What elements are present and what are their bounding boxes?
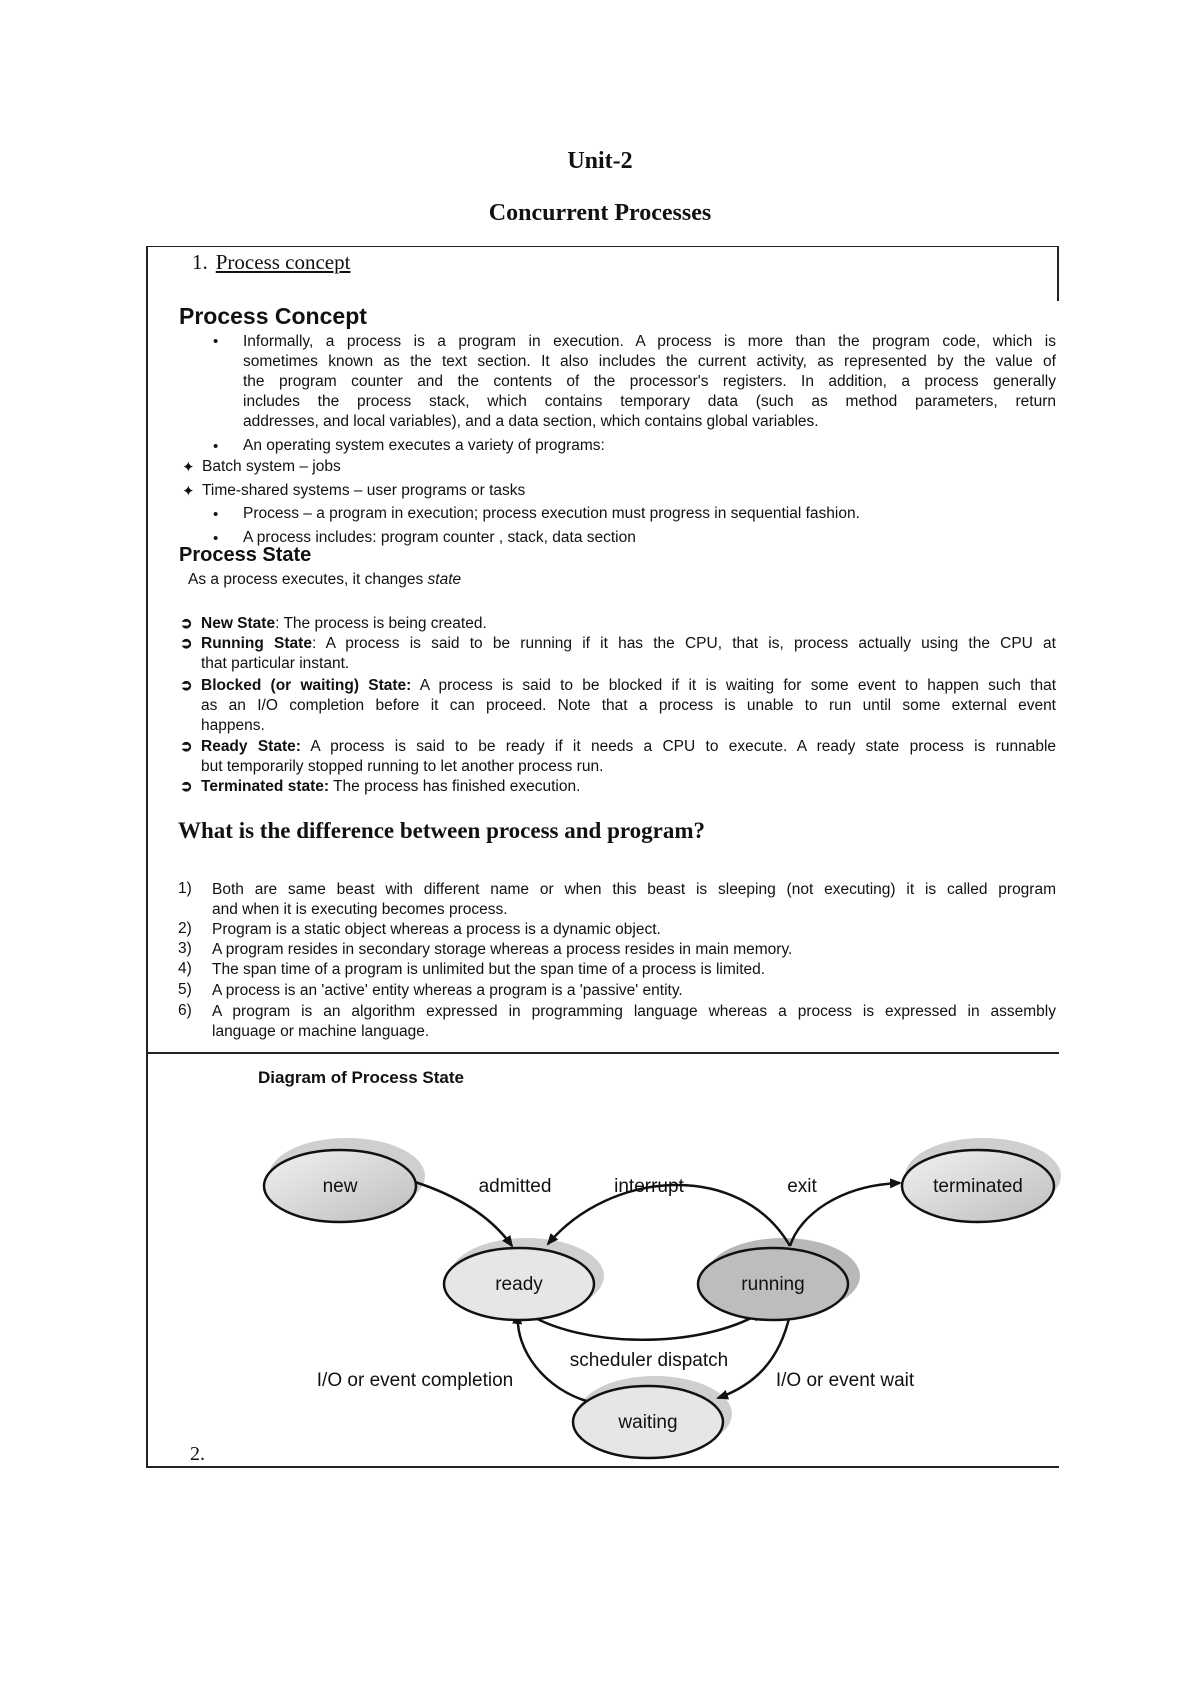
edge-admitted-label: admitted xyxy=(478,1176,552,1197)
difference-item: The span time of a program is unlimited but the span time of a process is limited. xyxy=(212,961,766,978)
bullet-icon: • xyxy=(213,438,219,455)
state-blocked-cont: as an I/O completion before it can proceed. Note that a process is unable to run until some external event xyxy=(201,697,1056,714)
difference-item: A program is an algorithm expressed in programming language whereas a process is expressed in assembly xyxy=(212,1003,1056,1020)
item-number: 4) xyxy=(178,960,192,977)
edge-io-completion-label: I/O or event completion xyxy=(316,1370,514,1391)
node-terminated-label: terminated xyxy=(933,1176,1023,1197)
concept-line: the program counter and the contents of the processor's registers. In addition, a process generally xyxy=(243,373,1056,390)
bullet-icon: • xyxy=(213,333,219,350)
process-concept-heading: Process Concept xyxy=(179,303,367,329)
arrow-bullet-icon: ➲ xyxy=(180,778,193,795)
arrow-bullet-icon: ➲ xyxy=(180,677,193,694)
star-bullet-icon: ✦ xyxy=(182,483,195,500)
node-ready-label: ready xyxy=(495,1274,543,1295)
state-name: Running State xyxy=(201,635,312,652)
section-label: Process concept xyxy=(215,250,351,274)
intro-text: As a process executes, it changes xyxy=(188,571,428,588)
arrow-bullet-icon: ➲ xyxy=(180,738,193,755)
bullet-icon: • xyxy=(213,530,219,547)
item-number: 3) xyxy=(178,940,192,957)
item-number: 6) xyxy=(178,1002,192,1019)
concept-bullet: An operating system executes a variety of programs: xyxy=(243,437,605,454)
difference-item: Program is a static object whereas a process is a dynamic object. xyxy=(212,921,661,938)
concept-star-item: Batch system – jobs xyxy=(202,458,341,475)
concept-line: includes the process stack, which contains temporary data (such as method parameters, return xyxy=(243,393,1056,410)
state-name: Ready State: xyxy=(201,738,301,755)
node-new-label: new xyxy=(322,1176,358,1197)
edge-interrupt-label: interrupt xyxy=(614,1176,684,1197)
section-number: 1. xyxy=(192,250,208,274)
state-text: The process has finished execution. xyxy=(333,778,581,795)
arrow-bullet-icon: ➲ xyxy=(180,635,193,652)
difference-item: A program resides in secondary storage whereas a process resides in main memory. xyxy=(212,941,793,958)
concept-line: Informally, a process is a program in execution. A process is more than the program code, which is xyxy=(243,333,1056,350)
diagram-title: Diagram of Process State xyxy=(258,1068,464,1087)
state-running-cont: that particular instant. xyxy=(201,655,350,672)
difference-heading: What is the difference between process and program? xyxy=(178,818,706,843)
difference-item-cont: language or machine language. xyxy=(212,1023,430,1040)
edge-scheduler-label: scheduler dispatch xyxy=(569,1350,729,1371)
state-ready-cont: but temporarily stopped running to let another process run. xyxy=(201,758,604,775)
state-name: Terminated state: xyxy=(201,778,330,795)
node-running-label: running xyxy=(741,1274,805,1295)
state-text: A process is said to be blocked if it is waiting for some event to happen such that xyxy=(419,677,1057,694)
difference-item: Both are same beast with different name or when this beast is sleeping (not executing) it is called program xyxy=(212,881,1056,898)
state-new: New State: The process is being created. xyxy=(201,615,487,632)
bullet-icon: • xyxy=(213,506,219,523)
page-number: 2. xyxy=(190,1443,205,1465)
state-name: Blocked (or waiting) State: xyxy=(201,677,412,694)
node-waiting-label: waiting xyxy=(618,1412,678,1433)
process-state-heading: Process State xyxy=(179,544,312,566)
edge-scheduler-dispatch xyxy=(525,1312,762,1340)
concept-line: addresses, and local variables), and a data section, which contains global variables. xyxy=(243,413,819,430)
concept-star-item: Time-shared systems – user programs or tasks xyxy=(202,482,526,499)
state-text: The process is being created. xyxy=(283,615,487,632)
edge-exit-label: exit xyxy=(787,1176,817,1197)
state-text: A process is said to be ready if it needs a CPU to execute. A ready state process is runnable xyxy=(310,738,1057,755)
state-running: Running State: A process is said to be running if it has the CPU, that is, process actually using the CPU at xyxy=(201,635,1056,652)
star-bullet-icon: ✦ xyxy=(182,459,195,476)
edge-io-wait-label: I/O or event wait xyxy=(775,1370,915,1391)
state-name: New State xyxy=(201,615,276,632)
difference-item: A process is an 'active' entity whereas a program is a 'passive' entity. xyxy=(212,982,683,999)
item-number: 1) xyxy=(178,880,192,897)
concept-bullet: A process includes: program counter , stack, data section xyxy=(243,529,636,546)
difference-item-cont: and when it is executing becomes process. xyxy=(212,901,508,918)
unit-title: Unit-2 xyxy=(567,148,633,174)
intro-emphasis: state xyxy=(427,571,462,588)
state-blocked-cont: happens. xyxy=(201,717,265,734)
item-number: 2) xyxy=(178,920,192,937)
arrow-bullet-icon: ➲ xyxy=(180,615,193,632)
state-text: A process is said to be running if it has the CPU, that is, process actually using the CPU at xyxy=(325,635,1056,652)
concept-bullet: Process – a program in execution; process execution must progress in sequential fashion. xyxy=(243,505,860,522)
page-title: Concurrent Processes xyxy=(488,200,712,226)
concept-line: sometimes known as the text section. It also includes the current activity, as represented by the value of xyxy=(243,353,1056,370)
item-number: 5) xyxy=(178,981,192,998)
